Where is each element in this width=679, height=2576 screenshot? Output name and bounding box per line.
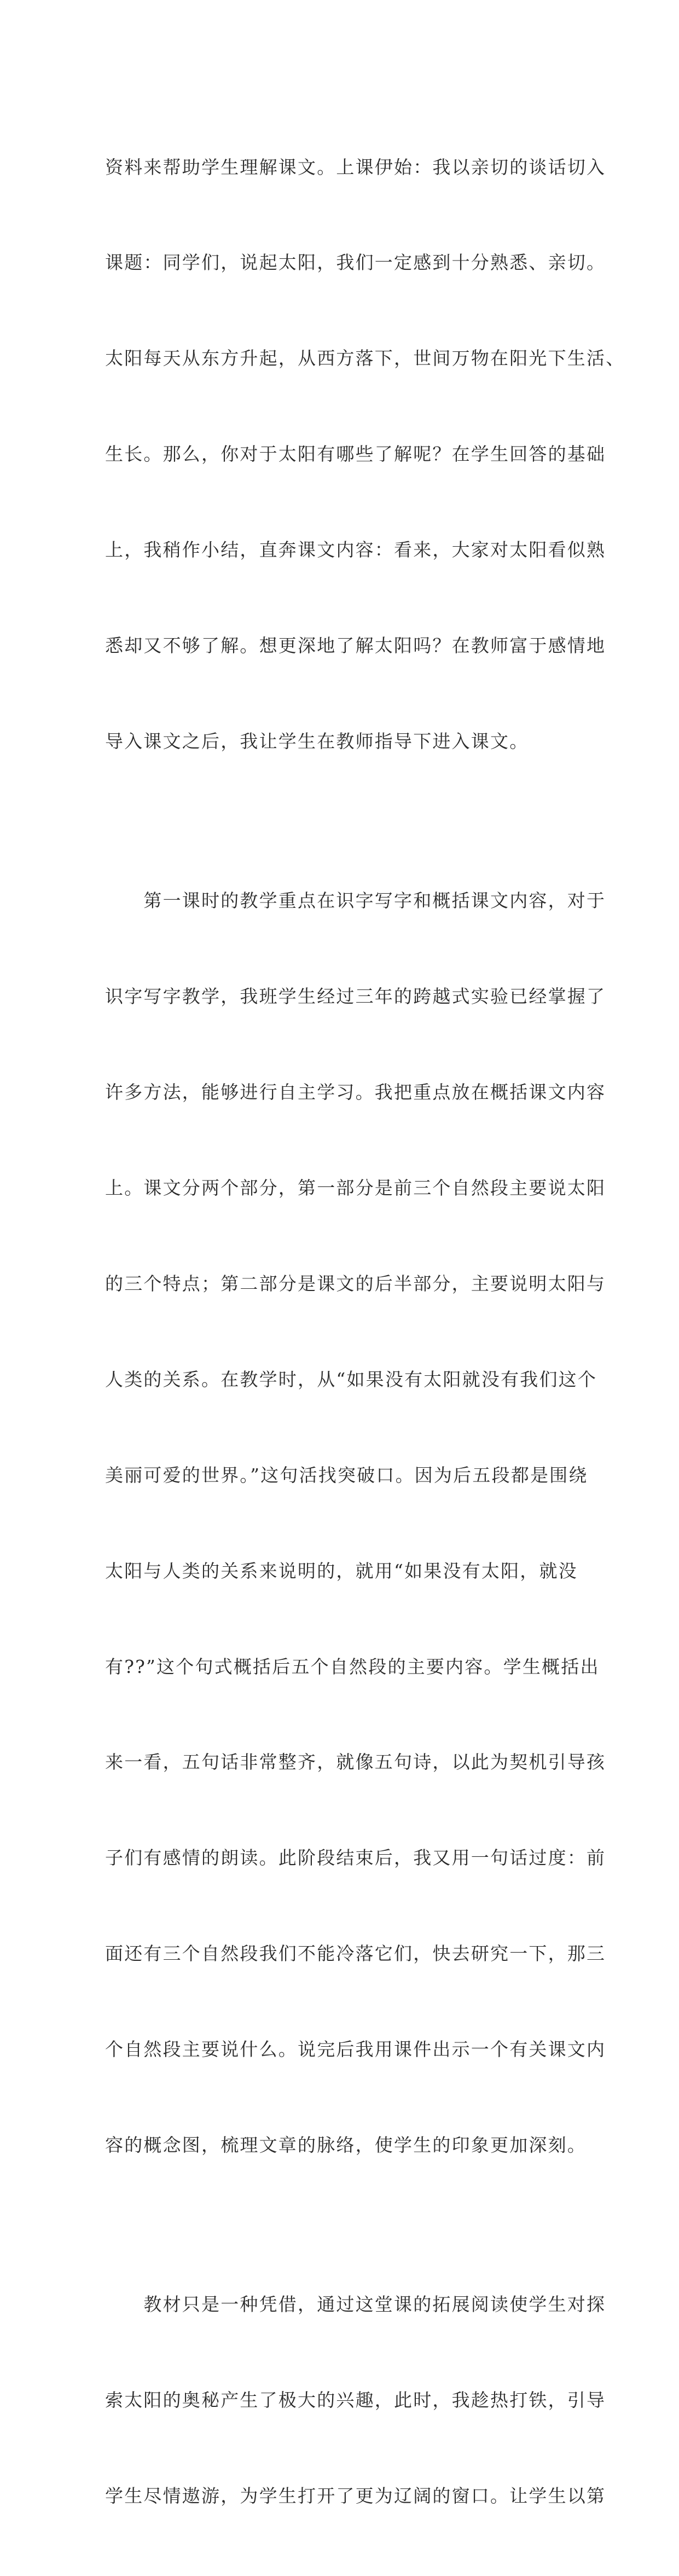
- text-line: 许多方法，能够进行自主学习。我把重点放在概括课文内容: [105, 1081, 606, 1103]
- text-line: 太阳每天从东方升起，从西方落下，世间万物在阳光下生活、: [105, 348, 625, 369]
- text-line: 太阳与人类的关系来说明的，就用“如果没有太阳，就没: [105, 1560, 578, 1582]
- paragraph-3: [105, 2225, 606, 2576]
- document-body: [105, 88, 625, 2576]
- paragraph-1: [105, 88, 625, 821]
- text-line: 人类的关系。在教学时，从“如果没有太阳就没有我们这个: [105, 1368, 597, 1390]
- text-line: 导入课文之后，我让学生在教师指导下进入课文。: [105, 730, 529, 752]
- text-line: 生长。那么，你对于太阳有哪些了解呢？在学生回答的基础: [105, 443, 606, 465]
- text-line: 的三个特点；第二部分是课文的后半部分，主要说明太阳与: [105, 1272, 606, 1294]
- paragraph-2: [105, 821, 606, 2225]
- text-line: 上，我稍作小结，直奔课文内容：看来，大家对太阳看似熟: [105, 539, 606, 561]
- text-line: 子们有感情的朗读。此阶段结束后，我又用一句话过度：前: [105, 1847, 606, 1869]
- text-line: 第一课时的教学重点在识字写字和概括课文内容，对于: [105, 890, 606, 912]
- text-line: 上。课文分两个部分，第一部分是前三个自然段主要说太阳: [105, 1177, 606, 1199]
- text-line: 学生尽情遨游，为学生打开了更为辽阔的窗口。让学生以第: [105, 2485, 606, 2507]
- text-line: 悉却又不够了解。想更深地了解太阳吗？在教师富于感情地: [105, 635, 606, 657]
- text-line: 资料来帮助学生理解课文。上课伊始：我以亲切的谈话切入: [105, 156, 606, 178]
- text-line: 容的概念图，梳理文章的脉络，使学生的印象更加深刻。: [105, 2134, 587, 2156]
- text-line: 个自然段主要说什么。说完后我用课件出示一个有关课文内: [105, 2039, 606, 2060]
- text-line: 美丽可爱的世界。”这句活找突破口。因为后五段都是围绕: [105, 1464, 588, 1486]
- text-line: 索太阳的奥秘产生了极大的兴趣，此时，我趁热打铁，引导: [105, 2389, 606, 2411]
- text-line: 来一看，五句话非常整齐，就像五句诗，以此为契机引导孩: [105, 1751, 606, 1773]
- text-line: 有??”这个句式概括后五个自然段的主要内容。学生概括出: [105, 1655, 600, 1677]
- text-line: 识字写字教学，我班学生经过三年的跨越式实验已经掌握了: [105, 986, 606, 1008]
- text-line: 面还有三个自然段我们不能冷落它们，快去研究一下，那三: [105, 1943, 606, 1965]
- text-line: 课题：同学们，说起太阳，我们一定感到十分熟悉、亲切。: [105, 252, 606, 274]
- text-line: 教材只是一种凭借，通过这堂课的拓展阅读使学生对探: [105, 2294, 606, 2315]
